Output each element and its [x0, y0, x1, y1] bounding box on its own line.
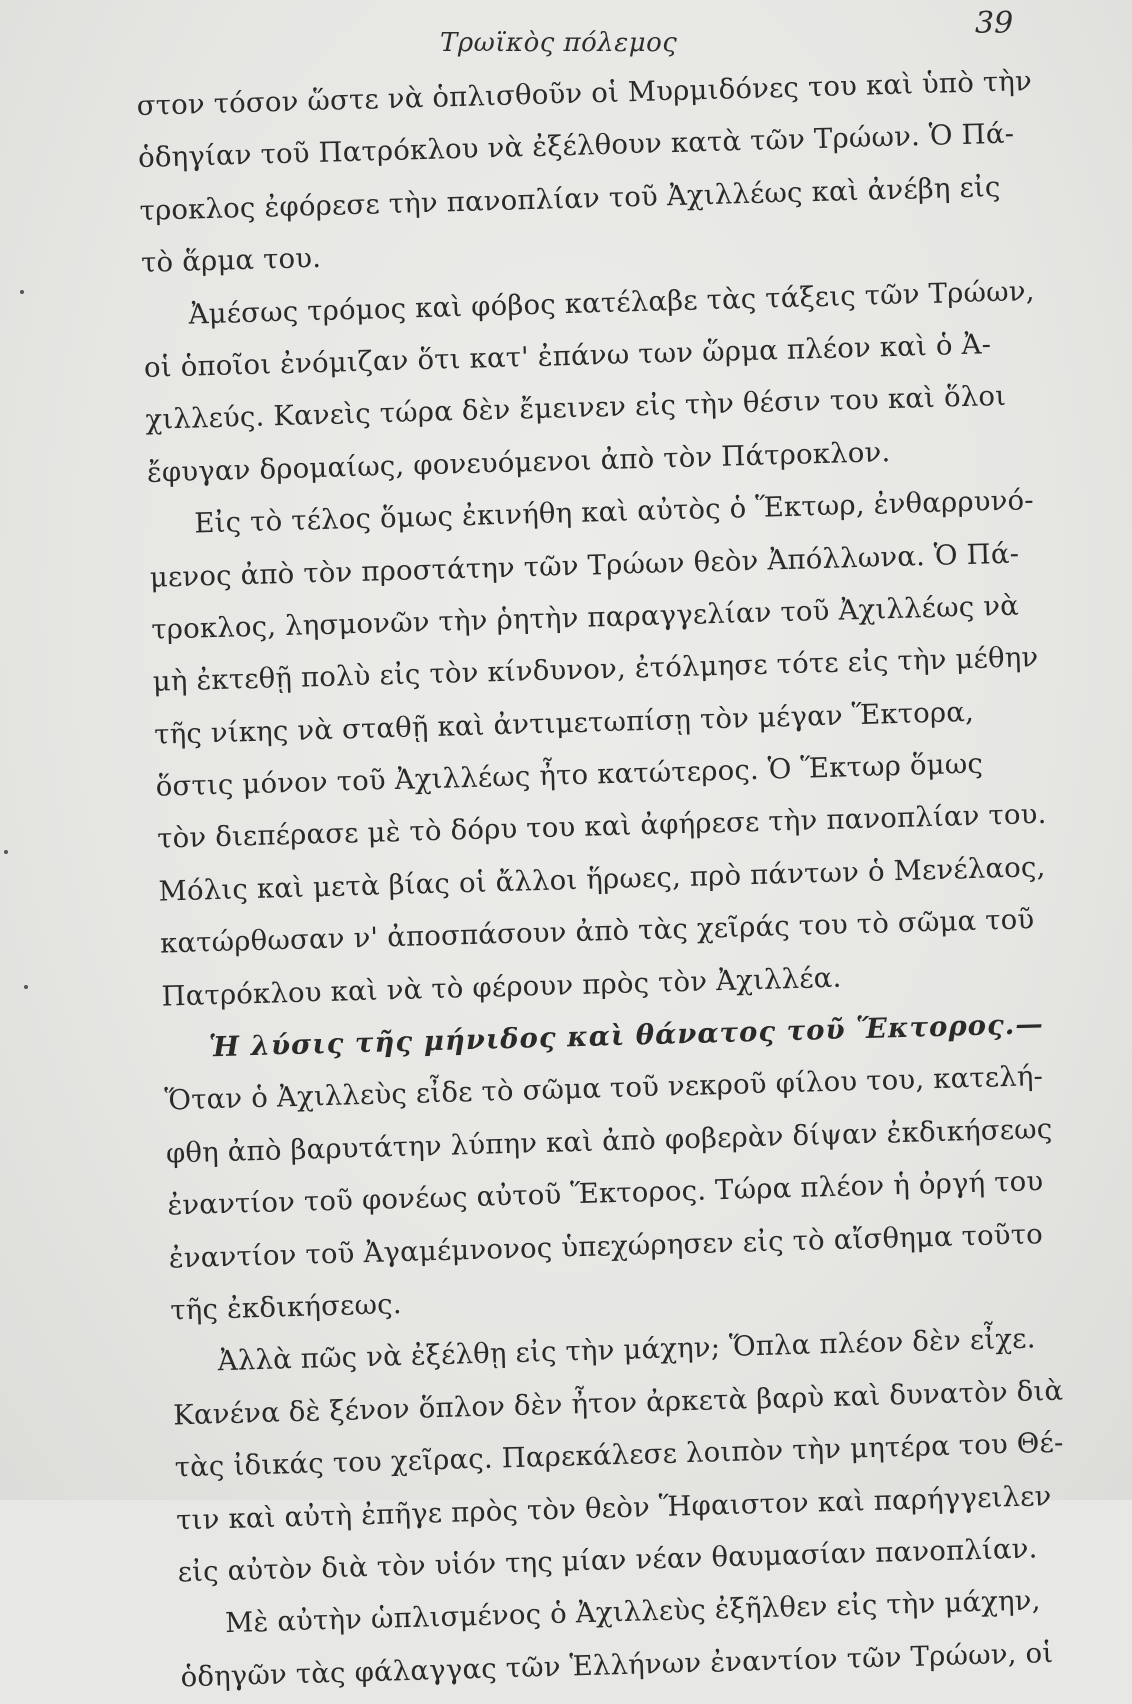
- text-line: τῆς νίκης νὰ σταθῇ καὶ ἀντιμετωπίσῃ τὸν μέγαν Ἕκτορα,: [153, 695, 975, 751]
- text-line: Μὲ αὐτὴν ὡπλισμένος ὁ Ἀχιλλεὺς ἐξῆλθεν εἰς τὴν μάχην,: [224, 1584, 1041, 1640]
- text-line: κατώρθωσαν ν' ἀποσπάσουν ἀπὸ τὰς χεῖράς του τὸ σῶμα τοῦ: [159, 903, 1035, 960]
- text-line: τὰς ἰδικάς του χεῖρας. Παρεκάλεσε λοιπὸν τὴν μητέρα του Θέ-: [174, 1426, 1064, 1484]
- text-line: Ἀλλὰ πῶς νὰ ἐξέλθῃ εἰς τὴν μάχην; Ὅπλα πλέον δὲν εἶχε.: [217, 1322, 1036, 1378]
- text-line: τροκλος, λησμονῶν τὴν ῥητὴν παραγγελίαν τοῦ Ἀχιλλέως νὰ: [150, 589, 1020, 646]
- text-line: τιν καὶ αὐτὴ ἐπῆγε πρὸς τὸν θεὸν Ἥφαιστον καὶ παρήγγειλεν: [175, 1479, 1052, 1536]
- text-line: Κανένα δὲ ξένον ὅπλον δὲν ἦτον ἀρκετὰ βαρὺ καὶ δυνατὸν διὰ: [172, 1374, 1064, 1432]
- text-line: Πατρόκλου καὶ νὰ τὸ φέρουν πρὸς τὸν Ἀχιλλέα.: [161, 961, 842, 1013]
- body-text: [136, 55, 1081, 1704]
- text-line: Μόλις καὶ μετὰ βίας οἱ ἄλλοι ἥρωες, πρὸ πάντων ὁ Μενέλαος,: [158, 850, 1046, 908]
- text-line: εἰς αὐτὸν διὰ τὸν υἱόν της μίαν νέαν θαυμασίαν πανοπλίαν.: [177, 1532, 1038, 1589]
- text-line: Ἀμέσως τρόμος καὶ φόβος κατέλαβε τὰς τάξεις τῶν Τρώων,: [188, 274, 1036, 331]
- margin-speck: [24, 985, 28, 989]
- text-line: ὁδηγίαν τοῦ Πατρόκλου νὰ ἐξέλθουν κατὰ τῶν Τρώων. Ὁ Πά-: [137, 117, 1015, 175]
- text-line: τροκλος ἐφόρεσε τὴν πανοπλίαν τοῦ Ἀχιλλέως καὶ ἀνέβη εἰς: [139, 170, 1001, 227]
- section-heading: Ἡ λύσις τῆς μήνιδος καὶ θάνατος τοῦ Ἕκτορος.—: [208, 1008, 1045, 1064]
- text-line: τὸν διεπέρασε μὲ τὸ δόρυ του καὶ ἀφήρεσε τὴν πανοπλίαν του.: [156, 798, 1047, 856]
- text-line: ὅστις μόνον τοῦ Ἀχιλλέως ἦτο κατώτερος. Ὁ Ἕκτωρ ὅμως: [155, 747, 984, 803]
- text-line: οἱ ὁποῖοι ἐνόμιζαν ὅτι κατ' ἐπάνω των ὥρμα πλέον καὶ ὁ Ἀ-: [143, 328, 992, 384]
- text-line: ἔφυγαν δρομαίως, φονευόμενοι ἀπὸ τὸν Πάτροκλον.: [146, 435, 891, 489]
- text-line: τὸ ἅρμα του.: [140, 242, 322, 280]
- text-line: φθη ἀπὸ βαρυτάτην λύπην καὶ ἀπὸ φοβερὰν δίψαν ἐκδικήσεως: [165, 1112, 1053, 1170]
- text-line: μενος ἀπὸ τὸν προστάτην τῶν Τρώων θεὸν Ἀπόλλωνα. Ὁ Πά-: [149, 537, 1020, 594]
- text-line: στον τόσον ὥστε νὰ ὁπλισθοῦν οἱ Μυρμιδόνες του καὶ ὑπὸ τὴν: [136, 64, 1033, 122]
- margin-speck: [20, 290, 24, 294]
- text-line: τῆς ἐκδικήσεως.: [169, 1288, 403, 1327]
- text-line: ἐναντίον τοῦ Ἀγαμέμνονος ὑπεχώρησεν εἰς τὸ αἴσθημα τοῦτο: [168, 1217, 1044, 1275]
- text-line: μὴ ἐκτεθῇ πολὺ εἰς τὸν κίνδυνον, ἐτόλμησε τότε εἰς τὴν μέθην: [152, 641, 1039, 699]
- margin-speck: [4, 850, 8, 854]
- text-line: χιλλεύς. Κανεὶς τώρα δὲν ἔμεινεν εἰς τὴν θέσιν του καὶ ὅλοι: [145, 380, 1007, 437]
- running-head: Τρωϊκὸς πόλεμος: [440, 28, 678, 58]
- text-line: Εἰς τὸ τέλος ὅμως ἐκινήθη καὶ αὐτὸς ὁ Ἕκτωρ, ἐνθαρρυνό-: [193, 484, 1035, 540]
- page-number: 39: [975, 6, 1014, 41]
- text-line: Ὅταν ὁ Ἀχιλλεὺς εἶδε τὸ σῶμα τοῦ νεκροῦ φίλου του, κατελή-: [164, 1060, 1044, 1118]
- text-line: ὁδηγῶν τὰς φάλαγγας τῶν Ἑλλήνων ἐναντίον τῶν Τρώων, οἱ: [180, 1636, 1054, 1694]
- text-line: ἐναντίον τοῦ φονέως αὐτοῦ Ἕκτορος. Τώρα πλέον ἡ ὀργή του: [166, 1165, 1044, 1222]
